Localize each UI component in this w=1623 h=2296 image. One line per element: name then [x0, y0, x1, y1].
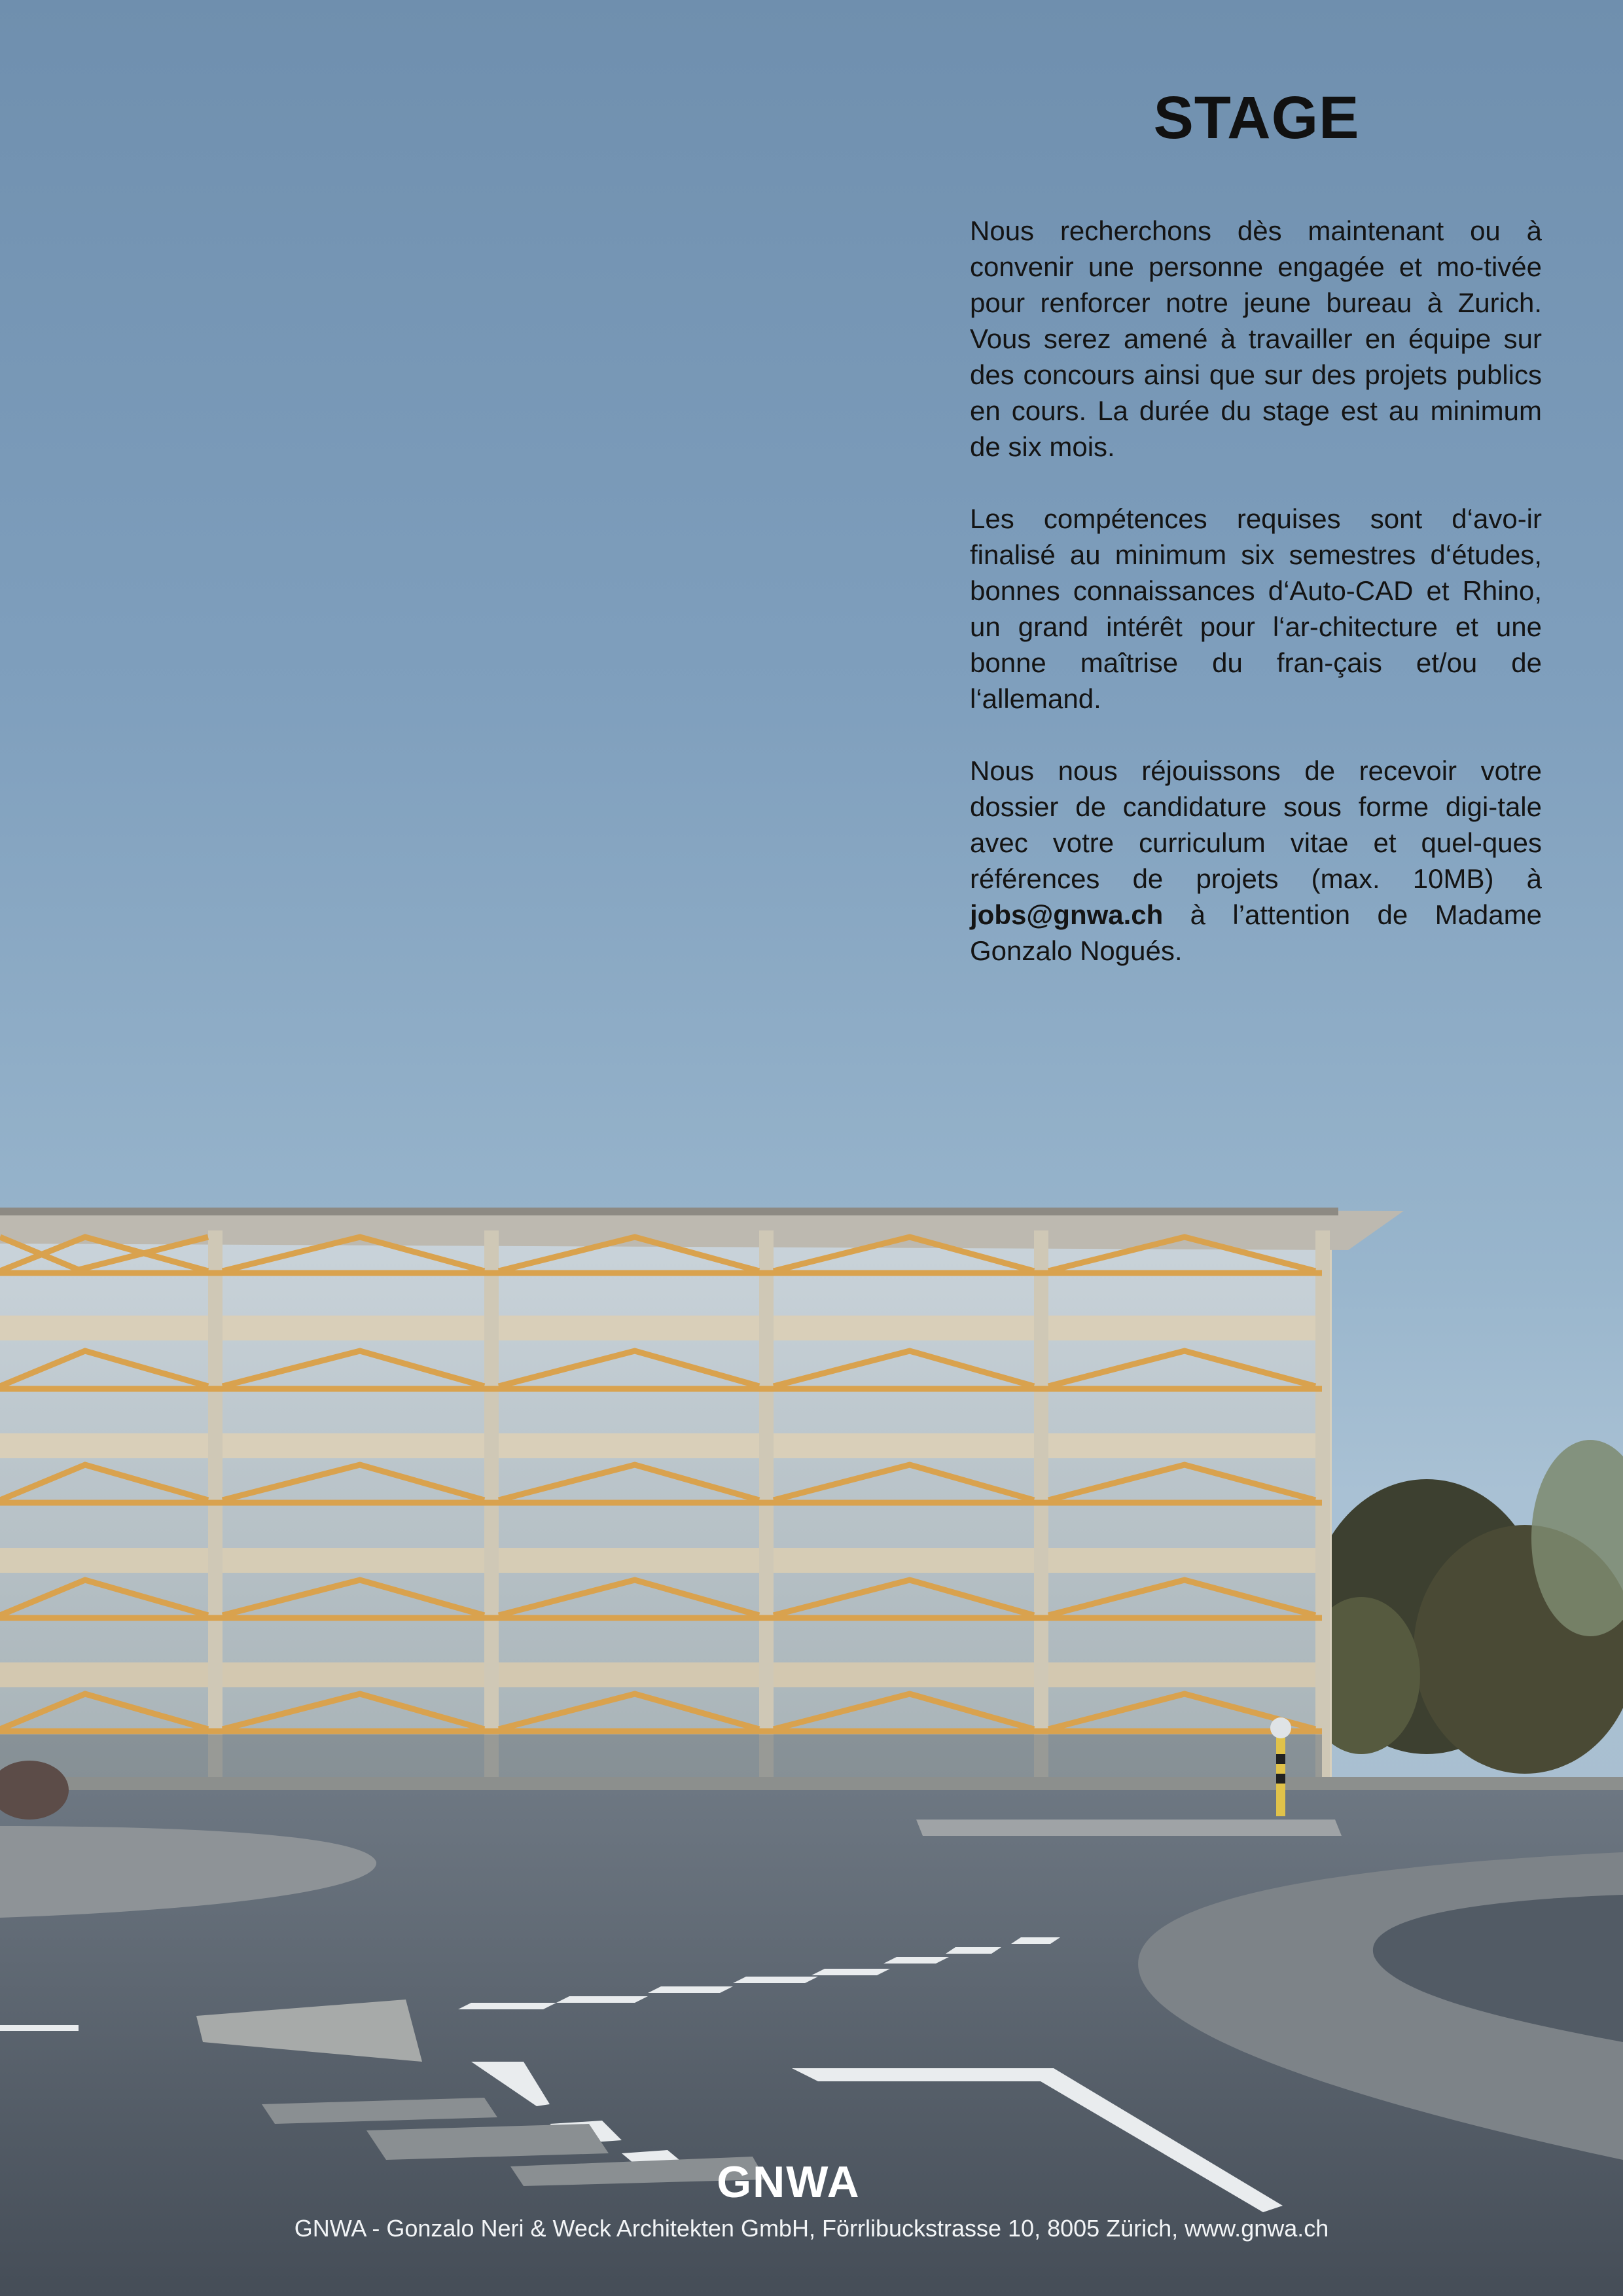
company-footer: GNWA - Gonzalo Neri & Weck Architekten GmbH, Förrlibuckstrasse 10, 8005 Zürich, www.gnwa.ch — [294, 2215, 1329, 2242]
application-text: Nous nous réjouissons de recevoir votre dossier de candidature sous forme digi-tale avec votre curriculum vitae et quel-ques références de projets (max. 10MB) à — [970, 755, 1542, 894]
job-description — [970, 213, 1542, 1005]
road — [0, 1717, 1623, 2296]
company-logo: GNWA — [717, 2157, 861, 2207]
building — [0, 1208, 1404, 1782]
email-link[interactable]: jobs@gnwa.ch — [970, 899, 1164, 930]
intro-paragraph: Nous recherchons dès maintenant ou à convenir une personne engagée et mo-tivée pour renforcer notre jeune bureau à Zurich. Vous serez amené à travailler en équipe sur des concours ainsi que sur des projets publics en cours. La durée du stage est au minimum de six mois. — [970, 215, 1542, 462]
page-title: STAGE — [1153, 84, 1360, 151]
application-text-end: à l’attention de Madame Gonzalo Nogués. — [970, 899, 1542, 966]
application-paragraph — [970, 753, 1542, 969]
requirements-paragraph: Les compétences requises sont d‘avo-ir finalisé au minimum six semestres d‘études, bonnes connaissances d‘Auto-CAD et Rhino, un grand intérêt pour l‘ar-chitecture et une bonne maîtrise du fran-çais et/ou de l‘allemand. — [970, 503, 1542, 714]
